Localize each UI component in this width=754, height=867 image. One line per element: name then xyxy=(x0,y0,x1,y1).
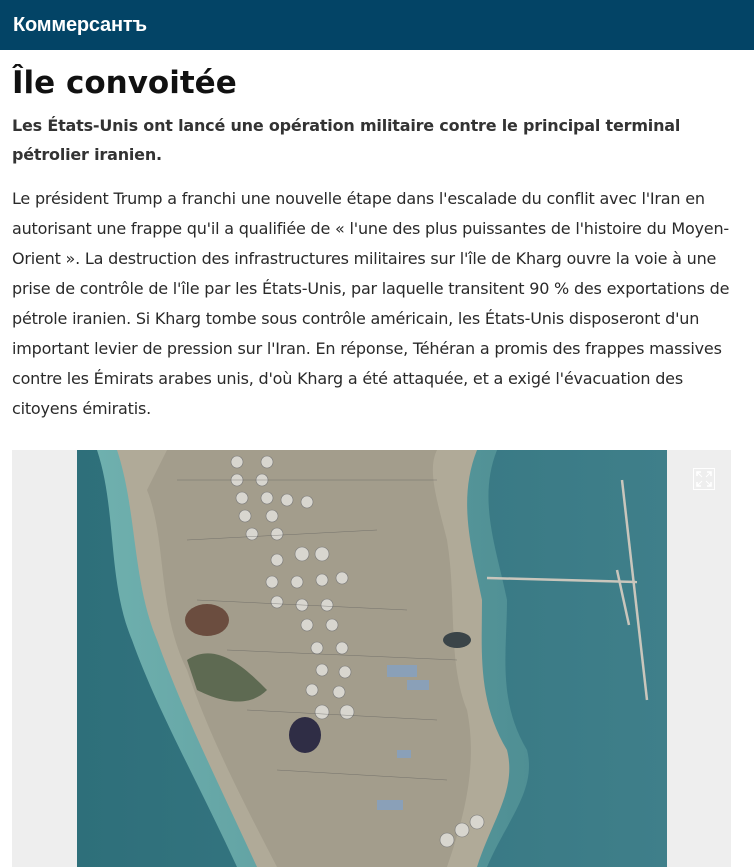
expand-fullscreen-icon[interactable] xyxy=(693,468,715,490)
article-title: Île convoitée xyxy=(12,65,237,101)
article-body: Le président Trump a franchi une nouvelle étape dans l'escalade du conflit avec l'Iran en autorisant une frappe qu'il a qualifiée de « l'une des plus puissantes de l'histoire du Moyen-Orient ». La destruction des infrastructures militaires sur l'île de Kharg ouvre la voie à une prise de contrôle de l'île par les États-Unis, par laquelle transitent 90 % des exportations de pétrole iranien. Si Kharg tombe sous contrôle américain, les États-Unis disposeront d'un important levier de pression sur l'Iran. En réponse, Téhéran a promis des frappes massives contre les Émirats arabes unis, d'où Kharg a été attaquée, et a exigé l'évacuation des citoyens émiratis. xyxy=(12,189,730,418)
site-header xyxy=(0,0,754,50)
satellite-photo[interactable] xyxy=(77,450,667,867)
site-logo[interactable]: Коммерсантъ xyxy=(13,13,147,36)
article-figure xyxy=(12,450,731,867)
article-lead: Les États-Unis ont lancé une opération militaire contre le principal terminal pétrolier iranien. xyxy=(12,116,681,164)
article xyxy=(0,64,754,424)
